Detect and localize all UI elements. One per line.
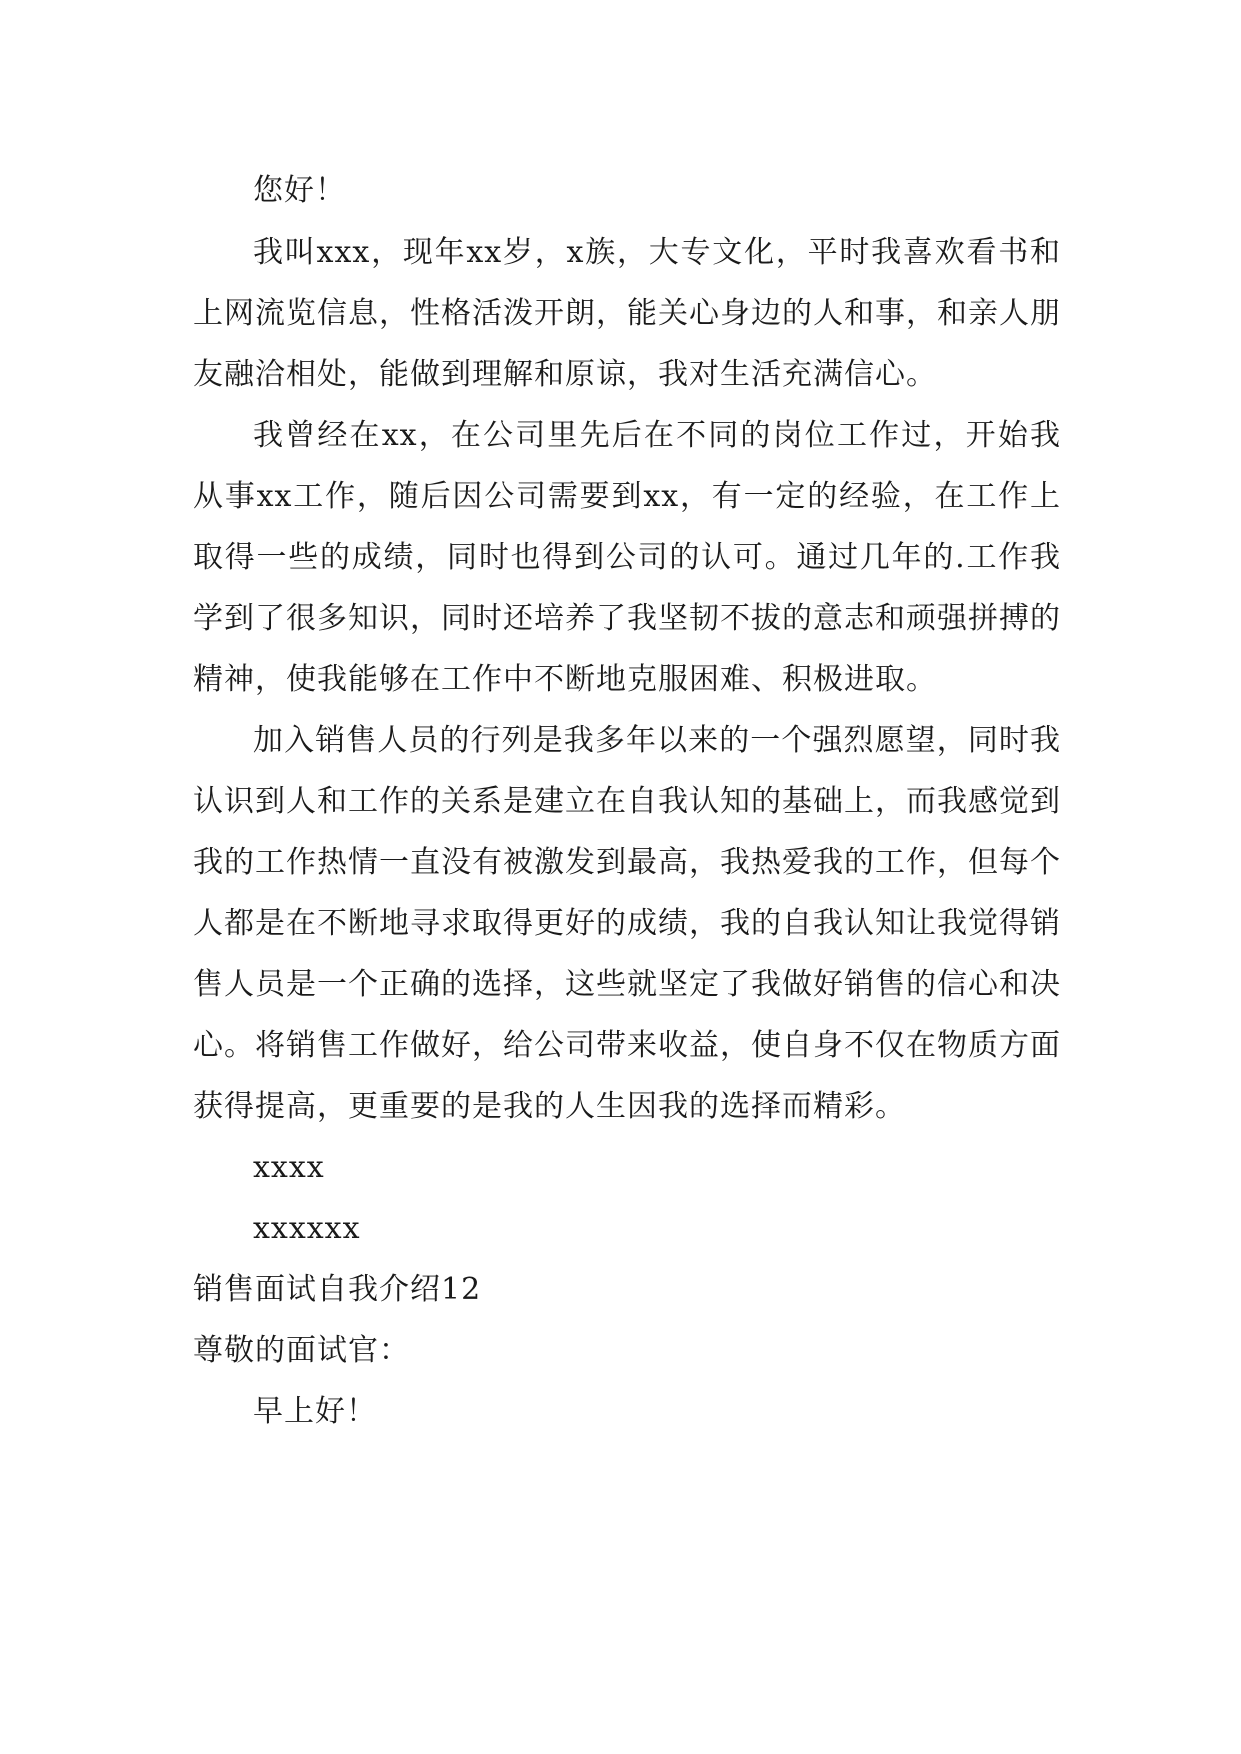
greeting: 您好！ — [253, 173, 346, 208]
paragraph-motivation: 加入销售人员的行列是我多年以来的一个强烈愿望，同时我认识到人和工作的关系是建立在自我认知的基础上，而我感觉到我的工作热情一直没有被激发到最高，我热爱我的工作，但每个人都是在不断地寻求取得更好的成绩，我的自我认知让我觉得销售人员是一个正确的选择，这些就坚定了我做好销售的信心和决心。将销售工作做好，给公司带来收益，使自身不仅在物质方面获得提高，更重要的是我的人生因我的选择而精彩。 — [193, 723, 1061, 1124]
salutation: 尊敬的面试官： — [193, 1333, 410, 1368]
paragraph-intro: 我叫xxx，现年xx岁，x族，大专文化，平时我喜欢看书和上网流览信息，性格活泼开朗，能关心身边的人和事，和亲人朋友融洽相处，能做到理解和原谅，我对生活充满信心。 — [193, 235, 1061, 392]
opening-greeting: 早上好！ — [253, 1394, 377, 1429]
paragraph-experience: 我曾经在xx，在公司里先后在不同的岗位工作过，开始我从事xx工作，随后因公司需要到xx，有一定的经验，在工作上取得一些的成绩，同时也得到公司的认可。通过几年的.工作我学到了很多知识，同时还培养了我坚韧不拔的意志和顽强拼搏的精神，使我能够在工作中不断地克服困难、积极进取。 — [193, 418, 1061, 697]
document-body — [193, 160, 1061, 1442]
section-title: 销售面试自我介绍12 — [193, 1272, 482, 1307]
signature-name: xxxx — [253, 1150, 325, 1185]
signature-date: xxxxxx — [253, 1211, 361, 1246]
